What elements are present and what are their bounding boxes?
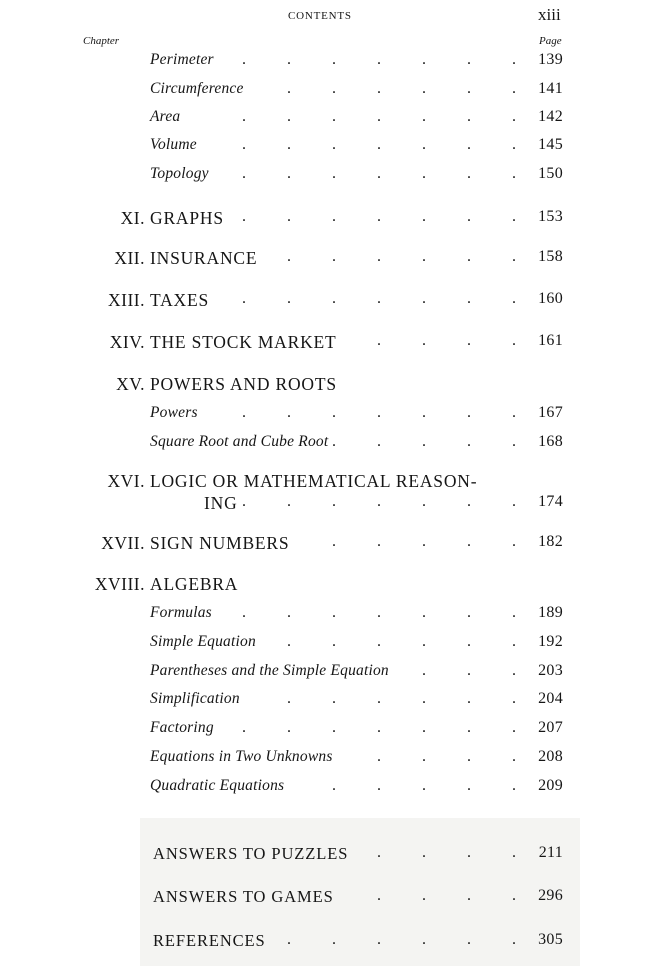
chapter-title: ALGEBRA [150, 574, 239, 594]
section-title: Simple Equation [150, 633, 256, 650]
chapter-number: XV. [116, 374, 145, 394]
toc-entry: Parentheses and the Simple Equation . . . 203 [150, 662, 563, 679]
toc-entry: Formulas . . . . . . . 189 [150, 604, 563, 621]
section-title: Circumference [150, 80, 244, 97]
chapter-number: XVIII. [94, 574, 145, 594]
toc-entry: Factoring . . . . . . . 207 [150, 719, 563, 736]
chapter-title: INSURANCE [150, 248, 258, 268]
chapter-title: SIGN NUMBERS [150, 533, 290, 553]
toc-entry: Volume . . . . . . . 145 [150, 136, 563, 153]
page-number: 145 [538, 136, 563, 153]
toc-entry [0, 374, 650, 398]
toc-entry: Area . . . . . . . 142 [150, 108, 563, 125]
toc-entry [0, 574, 650, 598]
page-number: 139 [538, 51, 563, 68]
chapter-title: ANSWERS TO PUZZLES [153, 844, 349, 863]
page-number: 209 [538, 777, 563, 794]
page-number: 208 [538, 748, 563, 765]
toc-entry: ING . . . . . . . 174 [204, 493, 563, 513]
toc-entry: Circumference . . . . . . 141 [150, 80, 563, 97]
toc-entry: XVII. SIGN NUMBERS . . . . . 182 [101, 533, 563, 553]
toc-entry [0, 471, 650, 495]
page-number: 150 [538, 165, 563, 182]
toc-entry: Square Root and Cube Root . . . . . 168 [150, 433, 563, 450]
chapter-title: ANSWERS TO GAMES [153, 887, 334, 906]
page-number: 167 [538, 404, 563, 421]
page-number: 141 [538, 80, 563, 97]
page-number: 189 [538, 604, 563, 621]
chapter-title: POWERS AND ROOTS [150, 374, 337, 394]
page-number: 305 [538, 931, 563, 948]
toc-entry: ANSWERS TO PUZZLES . . . . 211 [153, 844, 563, 863]
page-number: 211 [538, 844, 563, 861]
chapter-title: REFERENCES [153, 931, 266, 950]
section-title: Powers [150, 404, 198, 421]
chapter-number: XIII. [108, 290, 145, 310]
toc-entry: Quadratic Equations . . . . . 209 [150, 777, 563, 794]
page-number: 207 [538, 719, 563, 736]
page-number: 153 [538, 208, 563, 225]
chapter-number: XI. [120, 208, 145, 228]
page-column-label: Page [539, 35, 562, 47]
chapter-title: LOGIC OR MATHEMATICAL REASON- [150, 471, 478, 491]
page-number: 161 [538, 332, 563, 349]
page-number: 142 [538, 108, 563, 125]
section-title: Area [150, 108, 181, 125]
toc-entry: Simple Equation . . . . . . 192 [150, 633, 563, 650]
toc-entry: Topology . . . . . . . 150 [150, 165, 563, 182]
section-title: Formulas [150, 604, 212, 621]
chapter-title: GRAPHS [150, 208, 224, 228]
page-number: 192 [538, 633, 563, 650]
chapter-number: XIV. [109, 332, 145, 352]
section-title: Perimeter [150, 51, 214, 68]
section-title: Equations in Two Unknowns [150, 748, 333, 765]
page-number: 160 [538, 290, 563, 307]
toc-entry: XI. GRAPHS . . . . . . . 153 [120, 208, 563, 228]
toc-entry: Powers . . . . . . . 167 [150, 404, 563, 421]
toc-entry: ANSWERS TO GAMES . . . . 296 [153, 887, 563, 906]
page-number: 174 [538, 493, 563, 510]
toc-entry: Equations in Two Unknowns . . . . 208 [150, 748, 563, 765]
page-number: 182 [538, 533, 563, 550]
toc-entry: Simplification . . . . . . 204 [150, 690, 563, 707]
chapter-title: TAXES [150, 290, 209, 310]
chapter-number: XVI. [107, 471, 145, 491]
section-title: Volume [150, 136, 197, 153]
toc-entry: REFERENCES . . . . . . 305 [153, 931, 563, 950]
page-number: 204 [538, 690, 563, 707]
toc-entry: XII. INSURANCE . . . . . . 158 [114, 248, 563, 268]
section-title: Simplification [150, 690, 240, 707]
toc-entry: Perimeter . . . . . . . 139 [150, 51, 563, 68]
chapter-number: XVII. [101, 533, 145, 553]
section-title: Topology [150, 165, 209, 182]
section-title: Quadratic Equations [150, 777, 285, 794]
running-page-number: xiii [538, 5, 561, 24]
chapter-column-label: Chapter [83, 35, 120, 47]
toc-entry: XIV. THE STOCK MARKET . . . . 161 [109, 332, 563, 352]
chapter-number: XII. [114, 248, 145, 268]
running-header-title: CONTENTS [288, 10, 352, 22]
section-title: Factoring [150, 719, 214, 736]
toc-entry: XIII. TAXES . . . . . . . 160 [108, 290, 563, 310]
page-number: 296 [538, 887, 563, 904]
section-title: Square Root and Cube Root [150, 433, 329, 450]
chapter-title: ING [204, 493, 238, 513]
page-number: 203 [538, 662, 563, 679]
section-title: Parentheses and the Simple Equation [150, 662, 389, 679]
page-number: 158 [538, 248, 563, 265]
chapter-title: THE STOCK MARKET [150, 332, 337, 352]
page-number: 168 [538, 433, 563, 450]
